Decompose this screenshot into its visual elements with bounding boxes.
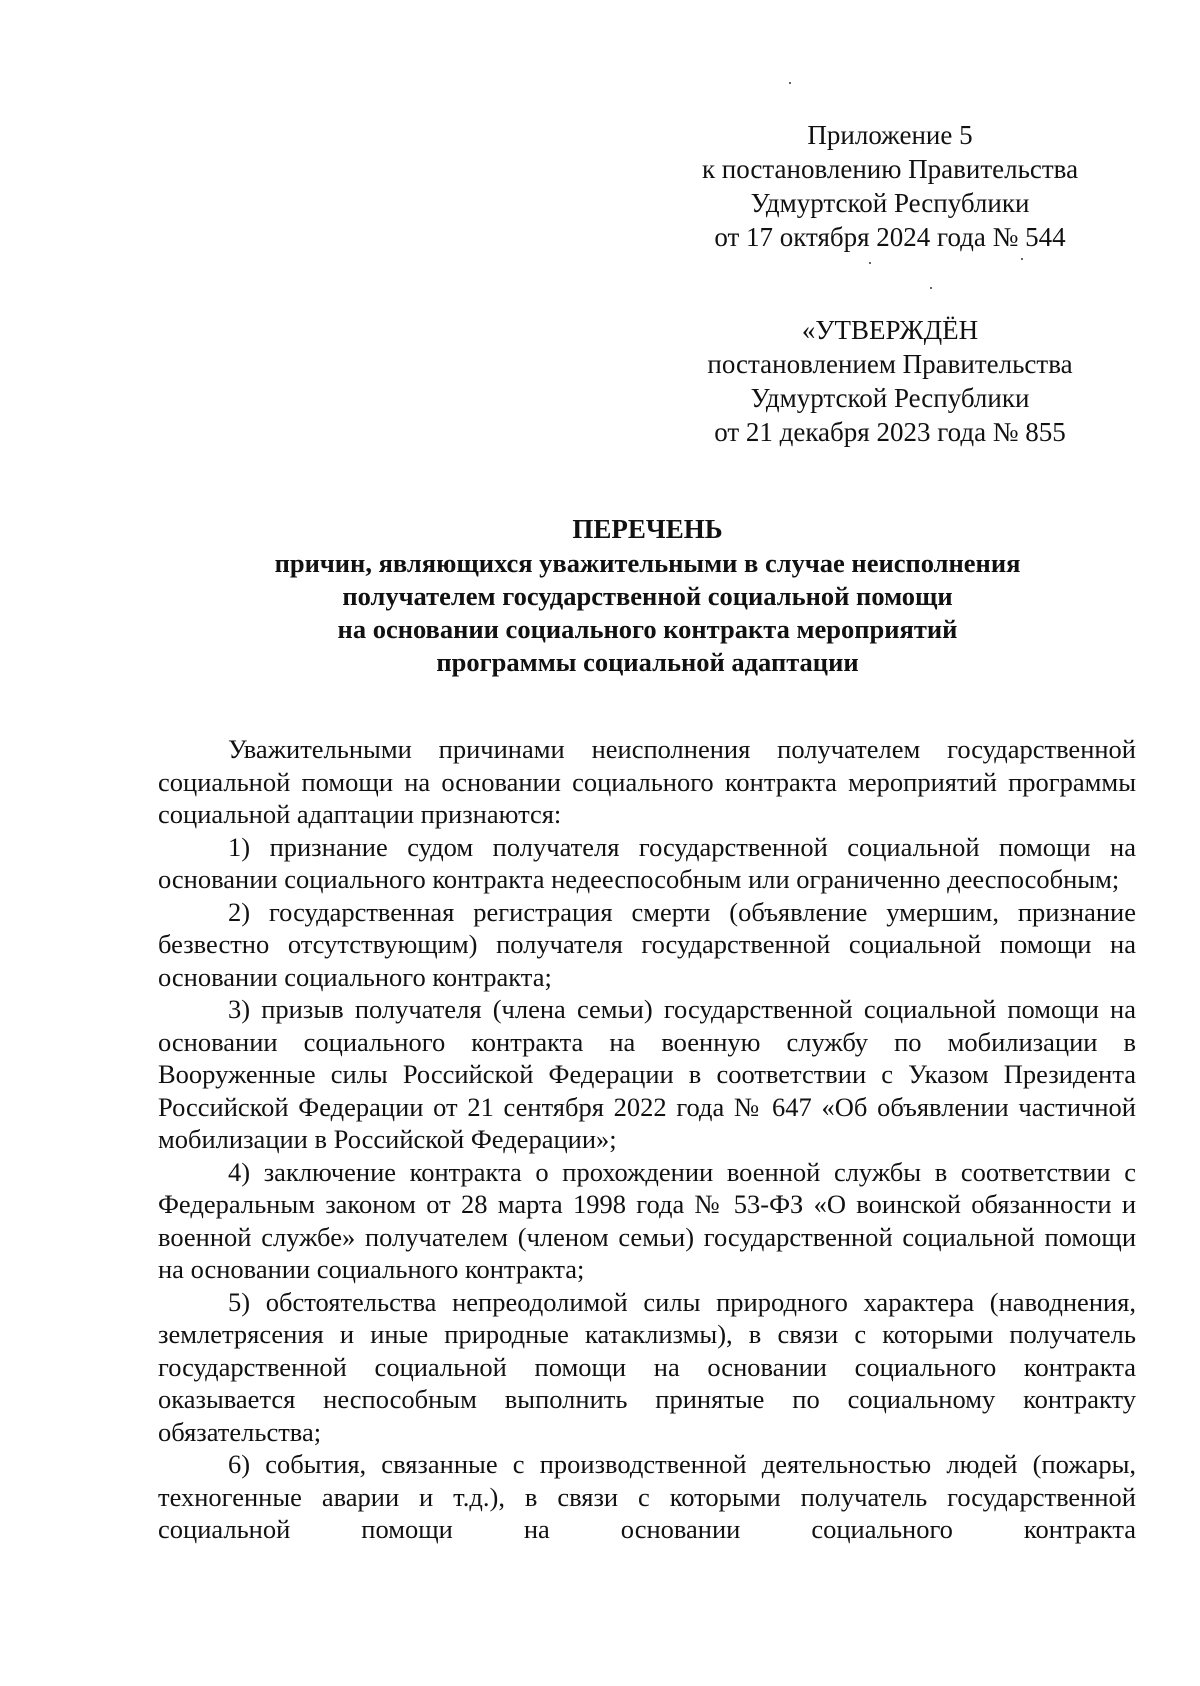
scan-speck — [789, 82, 791, 84]
title-line: причин, являющихся уважительными в случае неисполнения — [274, 548, 1021, 578]
annex-number: Приложение 5 — [807, 120, 973, 150]
title-heading: ПЕРЕЧЕНЬ — [572, 514, 723, 544]
annex-republic: Удмуртской Республики — [750, 188, 1030, 218]
list-item: 6) события, связанные с производственной деятельностью людей (пожары, техногенные аварии и т.д.), в связи с которыми получатель государственной социальной помощи на основании социального контракта — [158, 1449, 1136, 1544]
list-item: 3) призыв получателя (члена семьи) государственной социальной помощи на основании социального контракта на военную службу по мобилизации в Вооруженные силы Российской Федерации в соответствии с Указом Президента Российской Федерации от 21 сентября 2022 года № 647 «Об объявлении частичной мобилизации в Российской Федерации»; — [158, 994, 1136, 1154]
document-body — [158, 733, 1136, 1546]
annex-resolution: к постановлению Правительства — [701, 154, 1079, 184]
list-item: 2) государственная регистрация смерти (объявление умершим, признание безвестно отсутствующим) получателя государственной социальной помощи на основании социального контракта; — [158, 896, 1136, 992]
approval-header — [640, 313, 1140, 449]
title-line: получателем государственной социальной помощи — [342, 581, 953, 611]
intro-paragraph: Уважительными причинами неисполнения получателем государственной социальной помощи на основании социального контракта мероприятий программы социальной адаптации признаются: — [158, 734, 1136, 829]
approval-mark: «УТВЕРЖДЁН — [801, 315, 979, 345]
approval-republic: Удмуртской Республики — [750, 383, 1030, 413]
annex-date: от 17 октября 2024 года № 544 — [714, 222, 1066, 252]
scan-speck — [930, 287, 932, 289]
document-title — [160, 513, 1135, 679]
approval-resolution: постановлением Правительства — [707, 349, 1073, 379]
title-line: на основании социального контракта мероприятий — [337, 614, 958, 644]
approval-date: от 21 декабря 2023 года № 855 — [714, 417, 1066, 447]
annex-header — [640, 118, 1140, 254]
scan-speck — [1021, 258, 1023, 260]
list-item: 4) заключение контракта о прохождении военной службы в соответствии с Федеральным законом от 28 марта 1998 года № 53-ФЗ «О воинской обязанности и военной службе» получателем (членом семьи) государственной социальной помощи на основании социального контракта; — [158, 1156, 1136, 1284]
list-item: 1) признание судом получателя государственной социальной помощи на основании социального контракта недееспособным или ограниченно дееспособным; — [158, 831, 1136, 894]
scan-speck — [869, 262, 871, 264]
list-item: 5) обстоятельства непреодолимой силы природного характера (наводнения, землетрясения и иные природные катаклизмы), в связи с которыми получатель государственной социальной помощи на основании социального контракта оказывается неспособным выполнить принятые по социальному контракту обязательства; — [158, 1286, 1136, 1447]
title-line: программы социальной адаптации — [436, 647, 859, 677]
